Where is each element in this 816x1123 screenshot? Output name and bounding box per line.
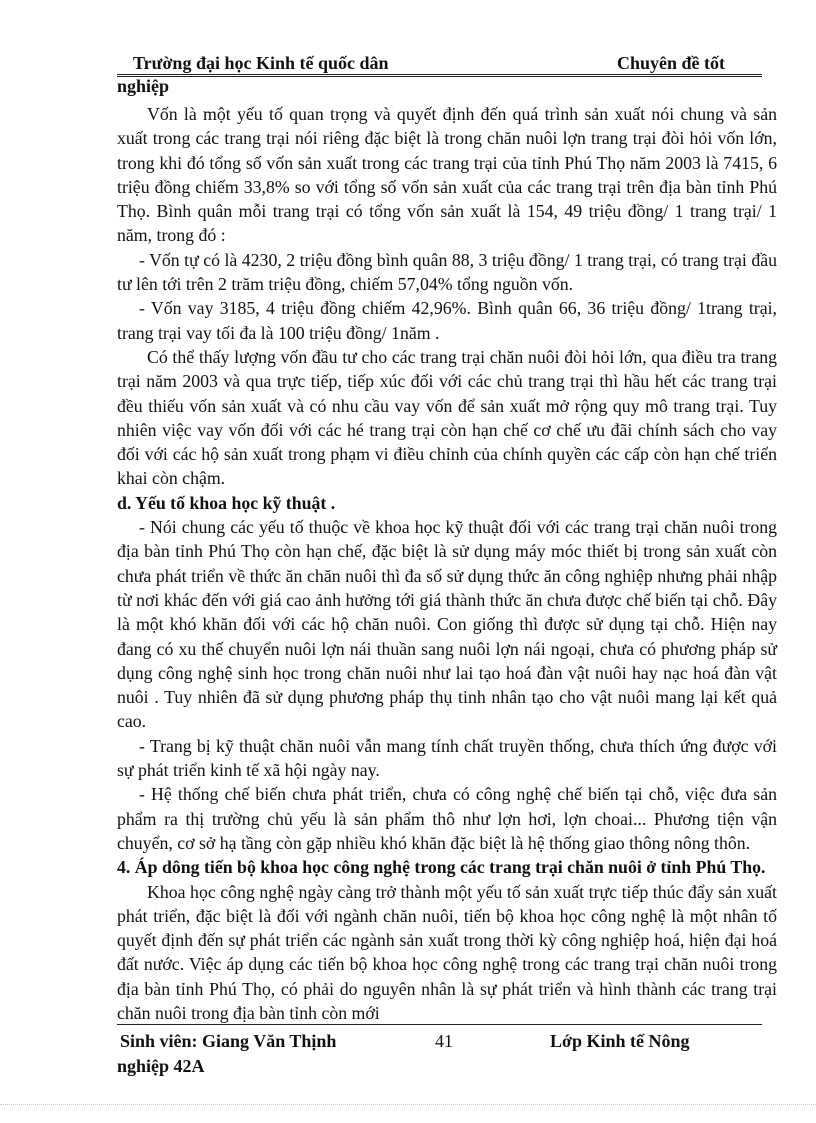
header-school: Trường đại học Kinh tế quốc dân bbox=[133, 53, 389, 73]
paragraph-borrowed-capital: - Vốn vay 3185, 4 triệu đồng chiếm 42,96%. Bình quân 66, 36 triệu đồng/ 1trang trại, trang trại vay tối đa là 100 triệu đồng/ 1năm . bbox=[117, 298, 777, 343]
paragraph-equipment: - Trang bị kỹ thuật chăn nuôi vẫn mang tính chất truyền thống, chưa thích ứng được với sự phát triển kinh tế xã hội ngày nay. bbox=[117, 735, 777, 781]
footer-class: Lớp Kinh tế Nông bbox=[550, 1031, 690, 1051]
paragraph-own-capital: - Vốn tự có là 4230, 2 triệu đồng bình quân 88, 3 triệu đồng/ 1 trang trại, có trang trại đầu tư lên tới trên 2 trăm triệu đồng, chiếm 57,04% tổng nguồn vốn. bbox=[117, 249, 777, 295]
page-edge-divider bbox=[0, 1104, 816, 1105]
footer-rule bbox=[117, 1024, 762, 1025]
body-text bbox=[117, 102, 777, 1025]
paragraph-technology: - Nói chung các yếu tố thuộc về khoa học kỹ thuật đối với các trang trại chăn nuôi trong địa bàn tỉnh Phú Thọ còn hạn chế, đặc biệt là sử dụng máy móc thiết bị trong sản xuất còn chưa phát triển về thức ăn chăn nuôi thì đa số sử dụng thức ăn công nghiệp nhưng phải nhập từ nơi khác đến với giá cao ảnh hưởng tới giá thành thức ăn chưa được chế biến tại chỗ. Đây là một khó khăn đối với các hộ chăn nuôi. Con giống thì được sử dụng tại chỗ. Hiện nay đang có xu thế chuyển nuôi lợn nái thuần sang nuôi lợn nái ngoại, chưa có phương pháp sử dụng công nghệ sinh học trong chăn nuôi như lai tạo hoá đàn vật nuôi hay nạc hoá đàn vật nuôi . Tuy nhiên đã sử dụng phương pháp thụ tinh nhân tạo cho vật nuôi mang lại kết quả cao. bbox=[117, 517, 777, 732]
footer-student: Sinh viên: Giang Văn Thịnh bbox=[120, 1031, 337, 1051]
page-number: 41 bbox=[435, 1031, 453, 1051]
footer-class-cont: nghiệp 42A bbox=[117, 1056, 205, 1076]
paragraph-processing: - Hệ thống chế biến chưa phát triển, chưa có công nghệ chế biến tại chỗ, việc đưa sản phẩm ra thị trường chủ yếu là sản phẩm thô như lợn hơi, lợn choai... Phương tiện vận chuyển, cơ sở hạ tầng còn gặp nhiều khó khăn đặc biệt là hệ thống giao thông nông thôn. bbox=[117, 784, 777, 853]
header-rule bbox=[117, 74, 762, 77]
section-heading-d: d. Yếu tố khoa học kỹ thuật . bbox=[117, 492, 336, 513]
paragraph-capital-need: Có thể thấy lượng vốn đầu tư cho các trang trại chăn nuôi đòi hỏi lớn, qua điều tra trang trại năm 2003 và qua trực tiếp, tiếp xúc đối với các chủ trang trại thì hầu hết các trang trại đều thiếu vốn sản xuất và có nhu cầu vay vốn để sản xuất mở rộng quy mô trang trại. Tuy nhiên việc vay vốn đối với các hé trang trại còn hạn chế cơ chế ưu đãi chính sách cho vay đối với các hộ sản xuất trong phạm vi điều chỉnh của chính quyền các cấp còn hạn chế triển khai còn chậm. bbox=[117, 346, 777, 489]
header-report-type: Chuyên đề tốt bbox=[616, 53, 725, 73]
section-heading-4: 4. Áp dông tiến bộ khoa học công nghệ trong các trang trại chăn nuôi ở tỉnh Phú Thọ. bbox=[117, 857, 766, 878]
paragraph-capital: Vốn là một yếu tố quan trọng và quyết định đến quá trình sản xuất nói chung và sản xuất trong các trang trại nói riêng đặc biệt là trong chăn nuôi lợn trang trại đòi hỏi vốn lớn, trong khi đó tổng số vốn sản xuất trong các trang trại của tỉnh Phú Thọ năm 2003 là 7415, 6 triệu đồng chiếm 33,8% so với tổng số vốn sản xuất của các trang trại trên địa bàn tỉnh Phú Thọ. Bình quân mỗi trang trại có tổng vốn sản xuất là 154, 49 triệu đồng/ 1 trang trại/ 1 năm, trong đó : bbox=[117, 104, 777, 246]
header-report-type-cont: nghiệp bbox=[117, 76, 170, 96]
paragraph-science-tech: Khoa học công nghệ ngày càng trở thành một yếu tố sản xuất trực tiếp thúc đẩy sản xuất phát triển, đặc biệt là đối với ngành chăn nuôi, tiến bộ khoa học công nghệ là một nhân tố quyết định đến sự phát triển các ngành sản xuất trong thời kỳ công nghiệp hoá, hiện đại hoá đất nước. Việc áp dụng các tiến bộ khoa học công nghệ trong các trang trại chăn nuôi trong địa bàn tỉnh Phú Thọ, có phải do nguyên nhân là sự phát triển và hình thành các trang trại chăn nuôi trong địa bàn tỉnh còn mới bbox=[117, 881, 777, 1023]
